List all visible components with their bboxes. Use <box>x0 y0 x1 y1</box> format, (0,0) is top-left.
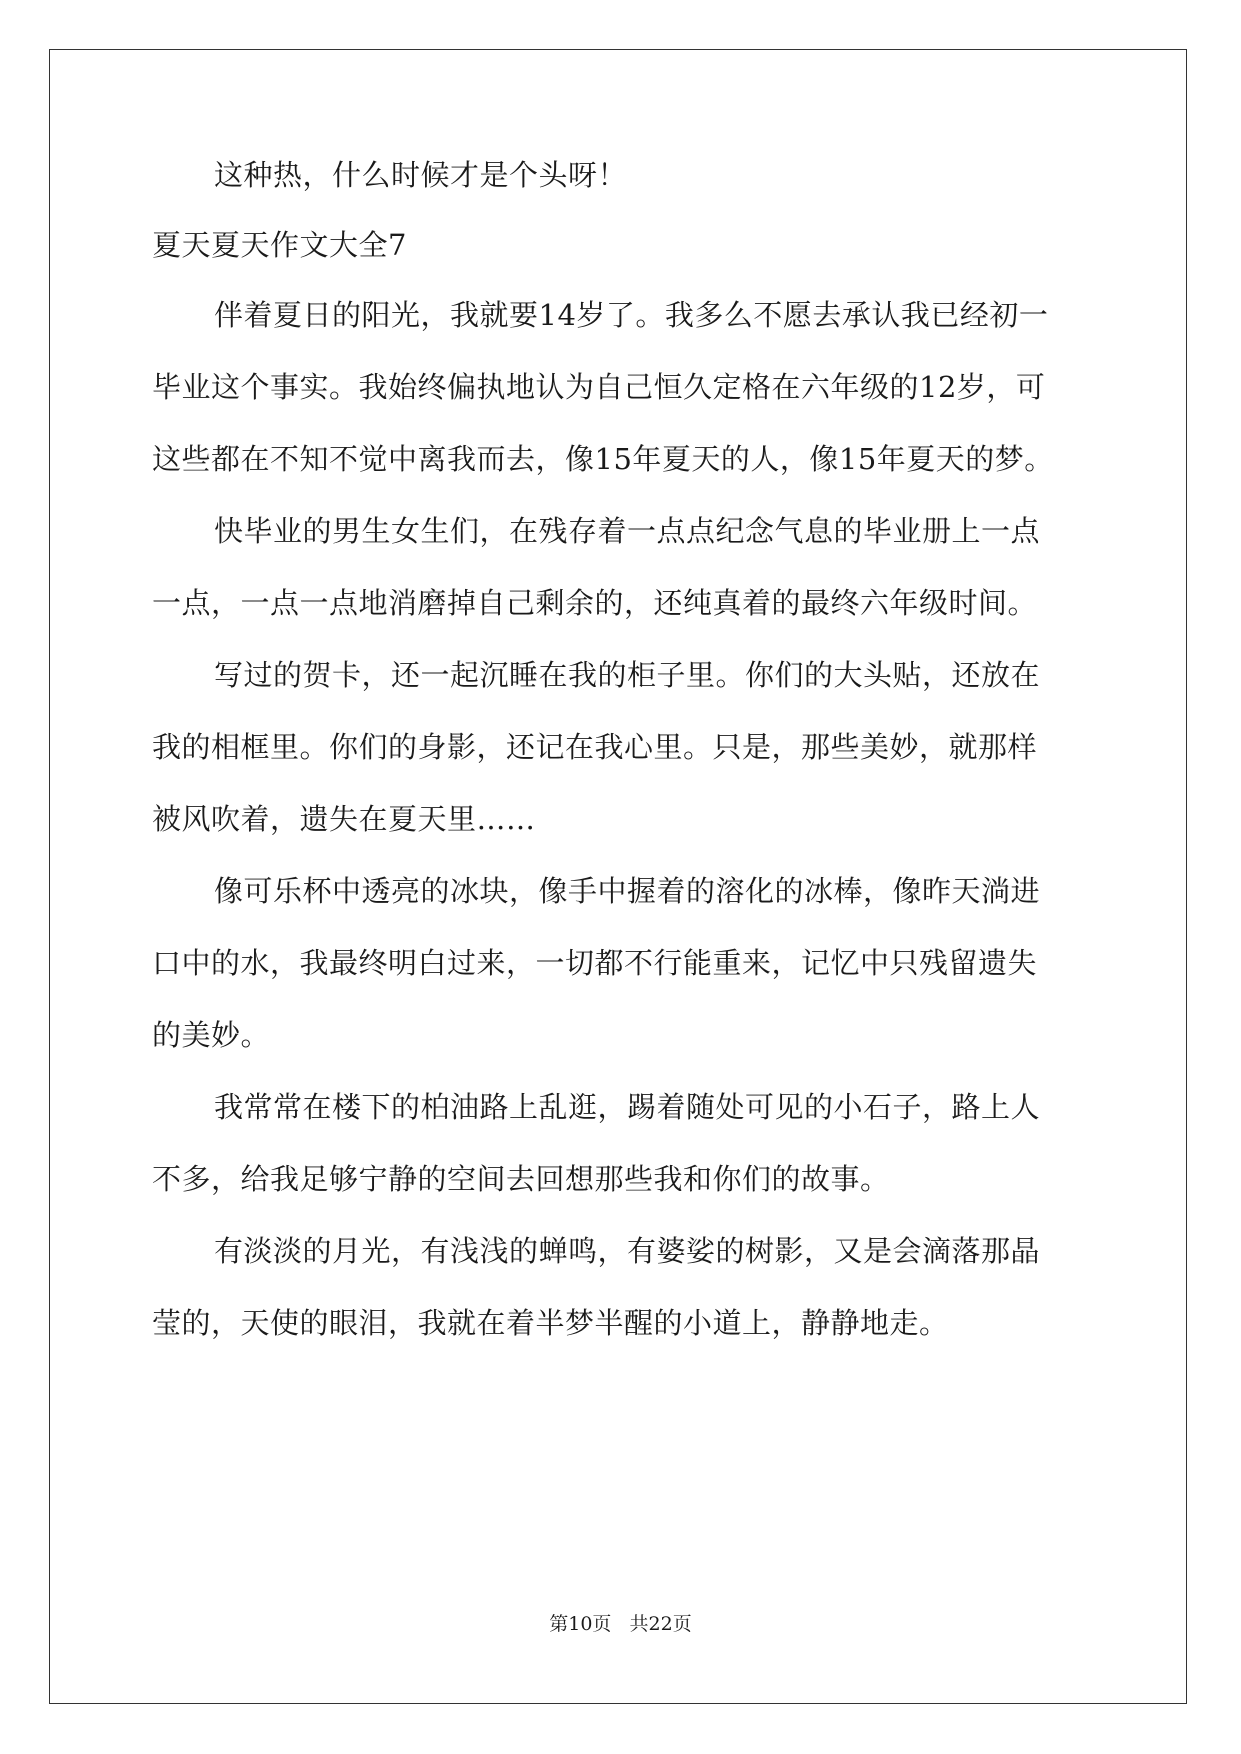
paragraph-line: 不多，给我足够宁静的空间去回想那些我和你们的故事。 <box>152 1162 890 1196</box>
paragraph-line: 莹的，天使的眼泪，我就在着半梦半醒的小道上，静静地走。 <box>152 1306 949 1340</box>
paragraph-line: 口中的水，我最终明白过来，一切都不行能重来，记忆中只残留遗失 <box>152 946 1038 980</box>
paragraph-line: 毕业这个事实。我始终偏执地认为自己恒久定格在六年级的12岁，可 <box>152 370 1046 404</box>
paragraph-line: 的美妙。 <box>152 1018 271 1052</box>
paragraph-line: 我常常在楼下的柏油路上乱逛，踢着随处可见的小石子，路上人 <box>214 1090 1041 1124</box>
paragraph-line: 这些都在不知不觉中离我而去，像15年夏天的人，像15年夏天的梦。 <box>152 442 1054 476</box>
paragraph-line: 快毕业的男生女生们，在残存着一点点纪念气息的毕业册上一点 <box>214 514 1041 548</box>
paragraph-line: 写过的贺卡，还一起沉睡在我的柜子里。你们的大头贴，还放在 <box>214 658 1041 692</box>
section-heading: 夏天夏天作文大全7 <box>152 228 407 262</box>
paragraph-line: 被风吹着，遗失在夏天里…… <box>152 802 536 836</box>
paragraph-line: 有淡淡的月光，有浅浅的蝉鸣，有婆娑的树影，又是会滴落那晶 <box>214 1234 1041 1268</box>
paragraph-line: 我的相框里。你们的身影，还记在我心里。只是，那些美妙，就那样 <box>152 730 1038 764</box>
page-number-footer: 第10页 共22页 <box>549 1613 692 1635</box>
paragraph-line: 一点，一点一点地消磨掉自己剩余的，还纯真着的最终六年级时间。 <box>152 586 1038 620</box>
paragraph-line: 像可乐杯中透亮的冰块，像手中握着的溶化的冰棒，像昨天淌进 <box>214 874 1041 908</box>
paragraph-line: 伴着夏日的阳光，我就要14岁了。我多么不愿去承认我已经初一 <box>214 298 1049 332</box>
paragraph-line: 这种热，什么时候才是个头呀！ <box>214 158 628 192</box>
